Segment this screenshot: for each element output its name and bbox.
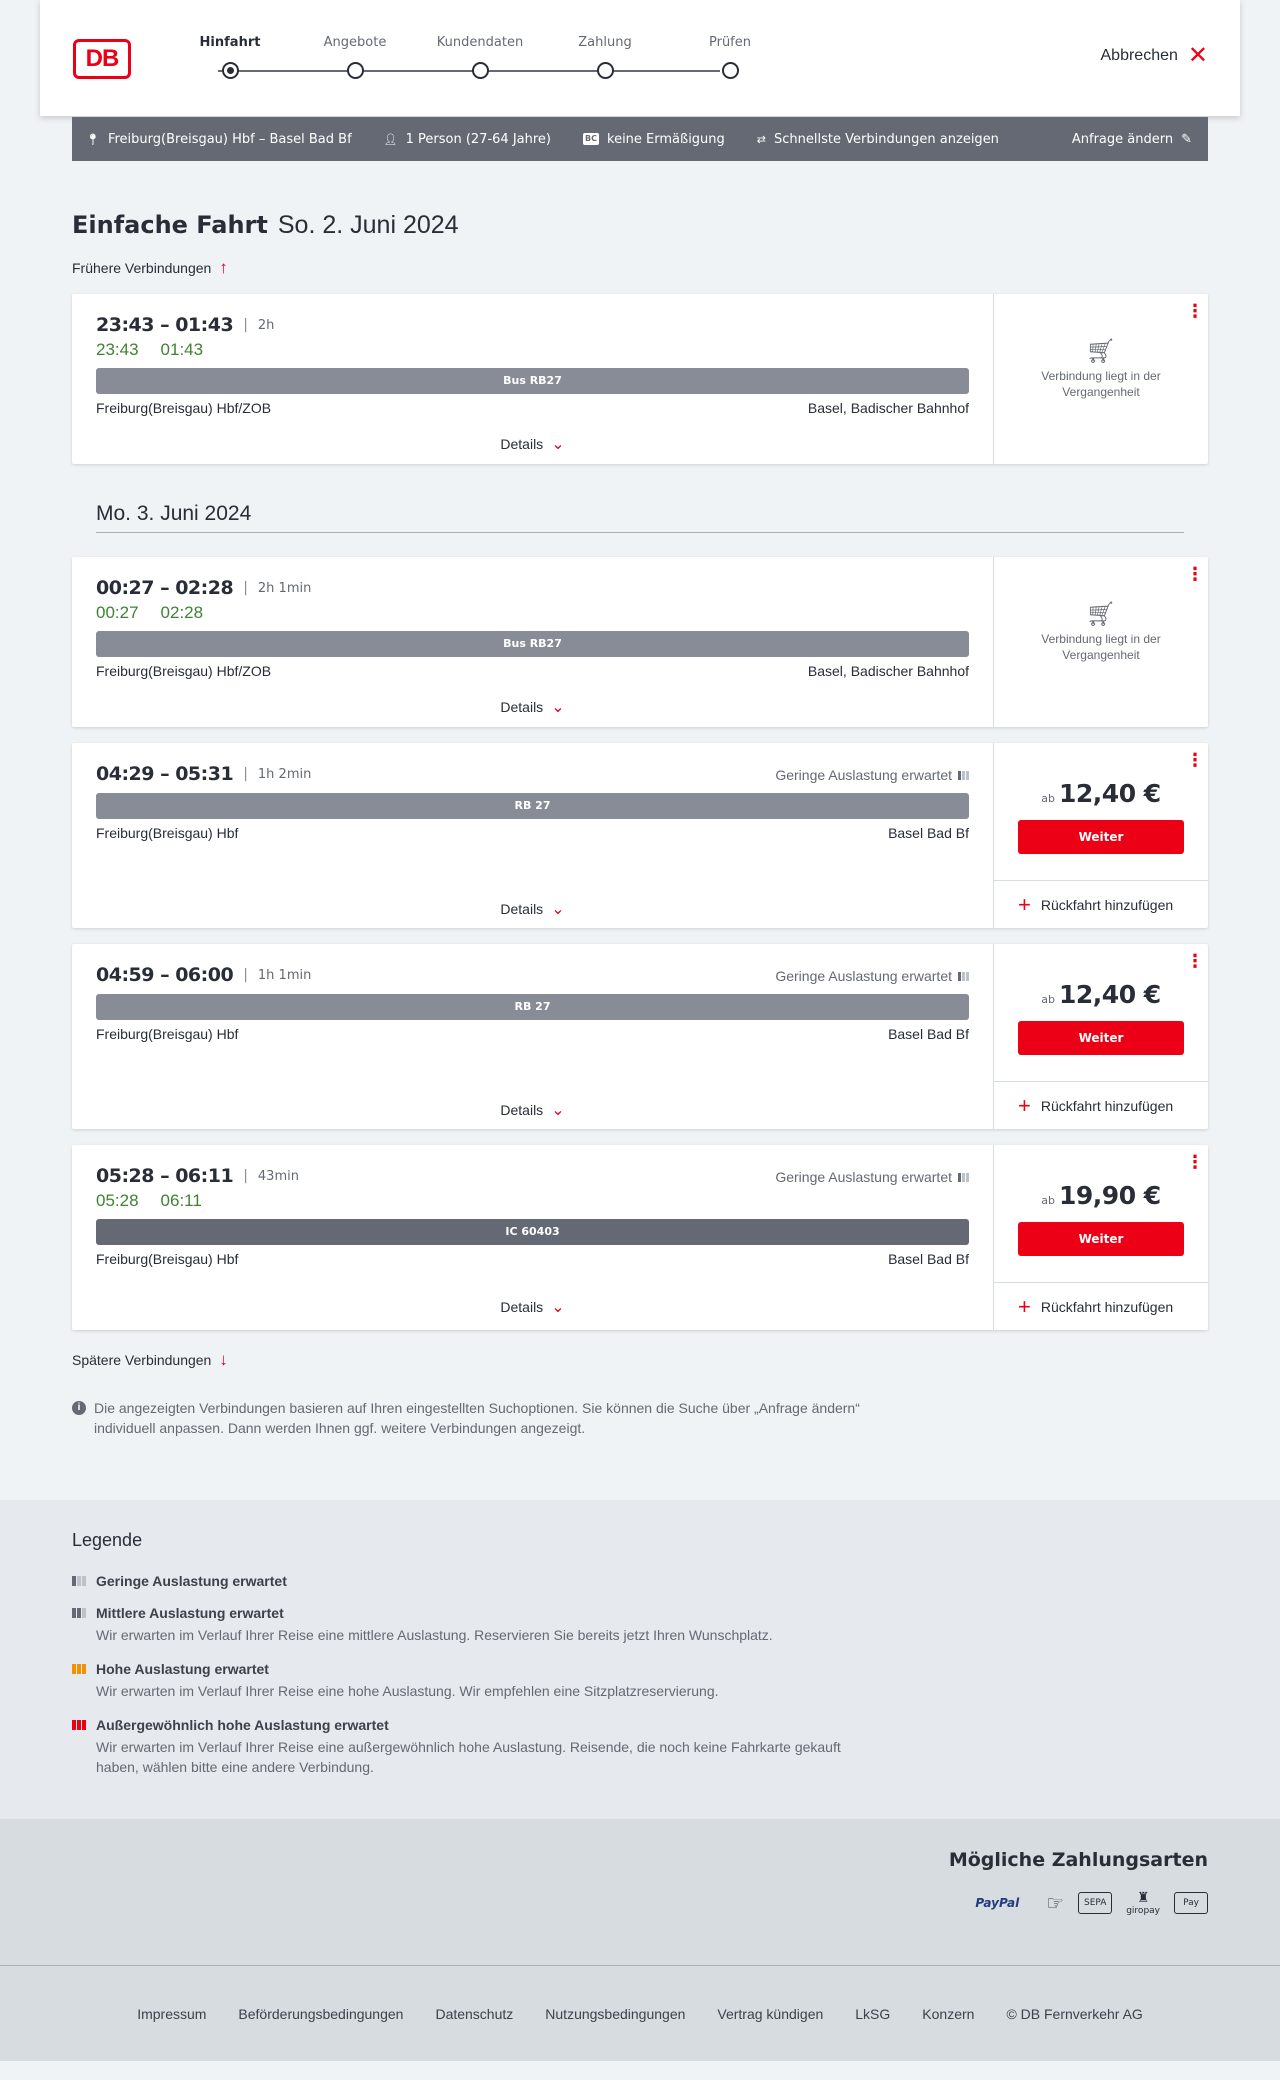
- details-toggle[interactable]: [96, 697, 969, 717]
- duration: 1h 2min: [257, 766, 312, 782]
- occupancy-low-icon: [958, 972, 969, 981]
- train-bar[interactable]: RB 27: [96, 793, 969, 819]
- legend-item-title: [72, 1605, 1280, 1621]
- connection-offer: [994, 294, 1208, 464]
- connection-card[interactable]: [72, 743, 1208, 928]
- legend-label: Außergewöhnlich hohe Auslastung erwartet: [96, 1717, 389, 1733]
- later-label: Spätere Verbindungen: [72, 1352, 212, 1368]
- past-connection-notice: [994, 338, 1208, 400]
- connection-times: [96, 314, 969, 336]
- time-range: 04:29 – 05:31: [96, 763, 234, 785]
- occupancy-indicator: [775, 1169, 969, 1185]
- step-pruefen[interactable]: [680, 34, 780, 52]
- past-connection-notice: [994, 601, 1208, 663]
- time-range: 23:43 – 01:43: [96, 314, 234, 336]
- occupancy-low-icon: [958, 1173, 969, 1182]
- footer-link-befoerderungsbedingungen[interactable]: Beförderungsbedingungen: [238, 2005, 404, 2022]
- progress-steps: [180, 34, 751, 84]
- destination-station: Basel Bad Bf: [888, 1026, 969, 1042]
- legend-item-title: [72, 1717, 1280, 1733]
- time-range: 00:27 – 02:28: [96, 577, 234, 599]
- details-toggle[interactable]: [96, 1100, 969, 1120]
- origin-station: Freiburg(Breisgau) Hbf/ZOB: [96, 400, 272, 416]
- step-dot: [347, 62, 364, 79]
- legend-item-title: [72, 1573, 1280, 1589]
- legend: [0, 1500, 1280, 1819]
- separator: |: [243, 580, 248, 596]
- price-prefix: ab: [1041, 993, 1056, 1006]
- header: [40, 0, 1240, 116]
- search-summary-bar: [72, 117, 1208, 161]
- change-request-button[interactable]: [1072, 132, 1192, 147]
- add-return-trip-button[interactable]: [994, 880, 1208, 928]
- step-zahlung[interactable]: [555, 34, 655, 52]
- add-return-trip-button[interactable]: [994, 1282, 1208, 1330]
- price-value: 19,90 €: [1059, 1181, 1161, 1210]
- giropay-icon: ♜ giropay: [1126, 1890, 1160, 1916]
- footer-link-datenschutz[interactable]: Datenschutz: [435, 2005, 514, 2022]
- bahncard-icon: BC: [583, 133, 599, 145]
- connection-main: [72, 944, 994, 1129]
- arrow-up-icon: ↑: [219, 258, 228, 277]
- realtime-departure: 05:28: [96, 1191, 139, 1210]
- persons-summary: [384, 132, 551, 147]
- close-icon: ✕: [1187, 42, 1208, 69]
- occupancy-extreme-icon: [72, 1720, 88, 1730]
- return-label: Rückfahrt hinzufügen: [1040, 896, 1174, 913]
- connection-card[interactable]: [72, 557, 1208, 727]
- legend-desc: Wir erwarten im Verlauf Ihrer Reise eine hohe Auslastung. Wir empfehlen eine Sitzplatzreservierung.: [96, 1683, 719, 1699]
- footer-link-lksg[interactable]: LkSG: [855, 2005, 891, 2022]
- legend-item: [72, 1573, 1280, 1589]
- cancel-button[interactable]: [1100, 42, 1209, 69]
- details-toggle[interactable]: [96, 434, 969, 454]
- cart-unavailable-icon: 🛒︎: [1085, 601, 1117, 628]
- realtime-arrival: 01:43: [160, 340, 204, 359]
- more-options-icon[interactable]: ⋮: [1186, 301, 1204, 322]
- step-label: Kundendaten: [436, 35, 524, 50]
- info-icon: i: [72, 1401, 86, 1415]
- step-dot: [597, 62, 614, 79]
- step-kundendaten[interactable]: [430, 34, 530, 52]
- discount-summary: [583, 132, 725, 147]
- legend-item: [72, 1661, 1280, 1701]
- price-prefix: ab: [1041, 792, 1056, 805]
- chevron-down-icon: ⌄: [551, 1102, 565, 1119]
- footer-copyright: © DB Fernverkehr AG: [1006, 2005, 1143, 2022]
- pencil-icon: ✎: [1181, 131, 1192, 147]
- more-options-icon[interactable]: ⋮: [1186, 951, 1204, 972]
- occupancy-low-icon: [72, 1576, 88, 1586]
- apple-pay-label: Pay: [1183, 1898, 1199, 1908]
- occupancy-text: Geringe Auslastung erwartet: [775, 1169, 952, 1185]
- details-label: Details: [500, 1102, 544, 1118]
- payment-icons: [962, 1889, 1208, 1917]
- chevron-down-icon: ⌄: [551, 436, 565, 453]
- option-text: Schnellste Verbindungen anzeigen: [774, 131, 999, 147]
- step-label: Zahlung: [578, 35, 632, 50]
- origin-station: Freiburg(Breisgau) Hbf/ZOB: [96, 663, 272, 679]
- duration: 2h: [257, 317, 275, 333]
- destination-station: Basel, Badischer Bahnhof: [807, 663, 969, 679]
- arrow-down-icon: ↓: [219, 1350, 228, 1369]
- plus-icon: +: [1018, 1092, 1031, 1118]
- time-range: 04:59 – 06:00: [96, 964, 234, 986]
- step-label: Prüfen: [708, 35, 751, 50]
- origin-station: Freiburg(Breisgau) Hbf: [96, 1251, 239, 1267]
- realtime-arrival: 06:11: [160, 1191, 202, 1210]
- legend-item: [72, 1605, 1280, 1645]
- day-heading: Mo. 3. Juni 2024: [96, 502, 1184, 533]
- price-value: 12,40 €: [1059, 980, 1161, 1009]
- legend-desc: Wir erwarten im Verlauf Ihrer Reise eine außergewöhnlich hohe Auslastung. Reisende, die noch keine Fahrkarte gekauft haben, wählen bitte eine andere Verbindung.: [96, 1739, 841, 1775]
- stations: [96, 663, 969, 679]
- occupancy-indicator: [775, 767, 969, 783]
- realtime-arrival: 02:28: [160, 603, 204, 622]
- route-summary: [86, 132, 352, 147]
- cart-unavailable-icon: 🛒︎: [1085, 338, 1117, 365]
- discount-text: keine Ermäßigung: [607, 131, 725, 147]
- connection-offer: [994, 1145, 1208, 1330]
- details-label: Details: [500, 901, 544, 917]
- continue-button[interactable]: Weiter: [1018, 1222, 1184, 1256]
- occupancy-indicator: [775, 968, 969, 984]
- details-toggle[interactable]: [96, 1297, 969, 1317]
- footer-link-impressum[interactable]: Impressum: [137, 2005, 207, 2022]
- separator: |: [243, 1168, 248, 1184]
- destination-station: Basel, Badischer Bahnhof: [807, 400, 969, 416]
- step-label: Hinfahrt: [199, 35, 261, 50]
- duration: 43min: [257, 1168, 299, 1184]
- chevron-down-icon: ⌄: [551, 1299, 565, 1316]
- step-dot: [722, 62, 739, 79]
- legend-label: Mittlere Auslastung erwartet: [96, 1605, 284, 1621]
- connection-main: [72, 743, 994, 928]
- location-pin-icon: 📍︎: [86, 132, 100, 146]
- connection-card[interactable]: [72, 294, 1208, 464]
- chevron-down-icon: ⌄: [551, 901, 565, 918]
- train-bar[interactable]: IC 60403: [96, 1219, 969, 1245]
- stations: [96, 1251, 969, 1267]
- realtime-times: [96, 340, 969, 360]
- continue-button[interactable]: Weiter: [1018, 820, 1184, 854]
- plus-icon: +: [1018, 891, 1031, 917]
- step-angebote[interactable]: [305, 34, 405, 52]
- apple-pay-icon: [1174, 1892, 1208, 1914]
- details-label: Details: [500, 436, 544, 452]
- db-logo[interactable]: DB: [73, 39, 131, 79]
- train-bar[interactable]: Bus RB27: [96, 631, 969, 657]
- details-label: Details: [500, 699, 544, 715]
- connection-main: [72, 557, 994, 727]
- past-text: Verbindung liegt in der Vergangenheit: [1041, 632, 1161, 662]
- legend-item-title: [72, 1661, 1280, 1677]
- connection-card[interactable]: [72, 1145, 1208, 1330]
- price: [994, 980, 1208, 1009]
- add-return-trip-button[interactable]: [994, 1081, 1208, 1129]
- footer-link-konzern[interactable]: Konzern: [922, 2005, 975, 2022]
- step-dot: [222, 62, 239, 79]
- legend-desc: Wir erwarten im Verlauf Ihrer Reise eine mittlere Auslastung. Reservieren Sie bereits jetzt Ihren Wunschplatz.: [96, 1627, 773, 1643]
- more-options-icon[interactable]: ⋮: [1186, 1152, 1204, 1173]
- payment-title: Mögliche Zahlungsarten: [948, 1849, 1208, 1871]
- earlier-label: Frühere Verbindungen: [72, 260, 212, 276]
- page-title: [72, 211, 1208, 240]
- step-label: Angebote: [323, 35, 387, 50]
- change-label: Anfrage ändern: [1071, 131, 1174, 147]
- cancel-label: Abbrechen: [1100, 47, 1178, 64]
- info-text: Die angezeigten Verbindungen basieren auf Ihren eingestellten Suchoptionen. Sie können die Suche über „Anfrage ändern“ individuell anpassen. Dann werden Ihnen ggf. weitere Verbindungen angezeigt.: [94, 1400, 860, 1436]
- connection-main: [72, 1145, 994, 1330]
- connection-offer: [994, 743, 1208, 928]
- train-bar[interactable]: RB 27: [96, 994, 969, 1020]
- price: [994, 1181, 1208, 1210]
- connection-offer: [994, 944, 1208, 1129]
- realtime-departure: 23:43: [96, 340, 139, 359]
- price-prefix: ab: [1041, 1194, 1056, 1207]
- origin-station: Freiburg(Breisgau) Hbf: [96, 1026, 239, 1042]
- connection-times: [96, 577, 969, 599]
- paypal-icon: PayPal: [975, 1896, 1020, 1910]
- chevron-down-icon: ⌄: [551, 699, 565, 716]
- legend-title: Legende: [72, 1530, 143, 1550]
- route-text: Freiburg(Breisgau) Hbf – Basel Bad Bf: [107, 131, 352, 147]
- realtime-departure: 00:27: [96, 603, 139, 622]
- realtime-times: [96, 1191, 969, 1211]
- credit-card-icon: ☞: [1046, 1891, 1065, 1915]
- return-label: Rückfahrt hinzufügen: [1040, 1097, 1174, 1114]
- continue-button[interactable]: Weiter: [1018, 1021, 1184, 1055]
- duration: 2h 1min: [257, 580, 312, 596]
- separator: |: [243, 766, 248, 782]
- footer-link-nutzungsbedingungen[interactable]: Nutzungsbedingungen: [545, 2005, 686, 2022]
- train-bar[interactable]: Bus RB27: [96, 368, 969, 394]
- step-hinfahrt[interactable]: [180, 34, 280, 52]
- giropay-label: giropay: [1126, 1906, 1160, 1916]
- destination-station: Basel Bad Bf: [888, 1251, 969, 1267]
- stations: [96, 825, 969, 841]
- info-notice: [72, 1398, 862, 1438]
- plus-icon: +: [1018, 1293, 1031, 1319]
- separator: |: [243, 317, 248, 333]
- stations: [96, 1026, 969, 1042]
- persons-text: 1 Person (27-64 Jahre): [405, 131, 551, 147]
- footer-link-vertrag-kuendigen[interactable]: Vertrag kündigen: [717, 2005, 824, 2022]
- legend-label: Hohe Auslastung erwartet: [96, 1661, 269, 1677]
- more-options-icon[interactable]: ⋮: [1186, 564, 1204, 585]
- connection-offer: [994, 557, 1208, 727]
- legend-item: [72, 1717, 1280, 1777]
- price: [994, 779, 1208, 808]
- time-range: 05:28 – 06:11: [96, 1165, 234, 1187]
- origin-station: Freiburg(Breisgau) Hbf: [96, 825, 239, 841]
- swap-arrows-icon: ⇄: [756, 132, 767, 146]
- destination-station: Basel Bad Bf: [888, 825, 969, 841]
- connection-card[interactable]: [72, 944, 1208, 1129]
- price-value: 12,40 €: [1059, 779, 1161, 808]
- more-options-icon[interactable]: ⋮: [1186, 750, 1204, 771]
- legend-label: Geringe Auslastung erwartet: [96, 1573, 287, 1589]
- person-icon: 👤︎: [383, 132, 398, 146]
- return-label: Rückfahrt hinzufügen: [1040, 1298, 1174, 1315]
- occupancy-low-icon: [958, 771, 969, 780]
- trip-type: Einfache Fahrt: [72, 211, 268, 239]
- step-dot: [472, 62, 489, 79]
- occupancy-high-icon: [72, 1664, 88, 1674]
- main-content: [72, 211, 1208, 1438]
- sepa-icon: SEPA: [1078, 1892, 1112, 1914]
- duration: 1h 1min: [257, 967, 312, 983]
- payment-methods: [0, 1819, 1280, 1965]
- steps-line: [218, 70, 720, 72]
- details-toggle[interactable]: [96, 899, 969, 919]
- connection-main: [72, 294, 994, 464]
- separator: |: [243, 967, 248, 983]
- details-label: Details: [500, 1299, 544, 1315]
- past-text: Verbindung liegt in der Vergangenheit: [1041, 369, 1161, 399]
- stations: [96, 400, 969, 416]
- footer: [0, 1965, 1280, 2061]
- occupancy-text: Geringe Auslastung erwartet: [775, 767, 952, 783]
- option-summary: [757, 132, 999, 147]
- occupancy-text: Geringe Auslastung erwartet: [775, 968, 952, 984]
- occupancy-medium-icon: [72, 1608, 88, 1618]
- later-connections-link[interactable]: [72, 1350, 1208, 1370]
- earlier-connections-link[interactable]: [72, 258, 1208, 278]
- realtime-times: [96, 603, 969, 623]
- trip-date: So. 2. Juni 2024: [277, 211, 459, 239]
